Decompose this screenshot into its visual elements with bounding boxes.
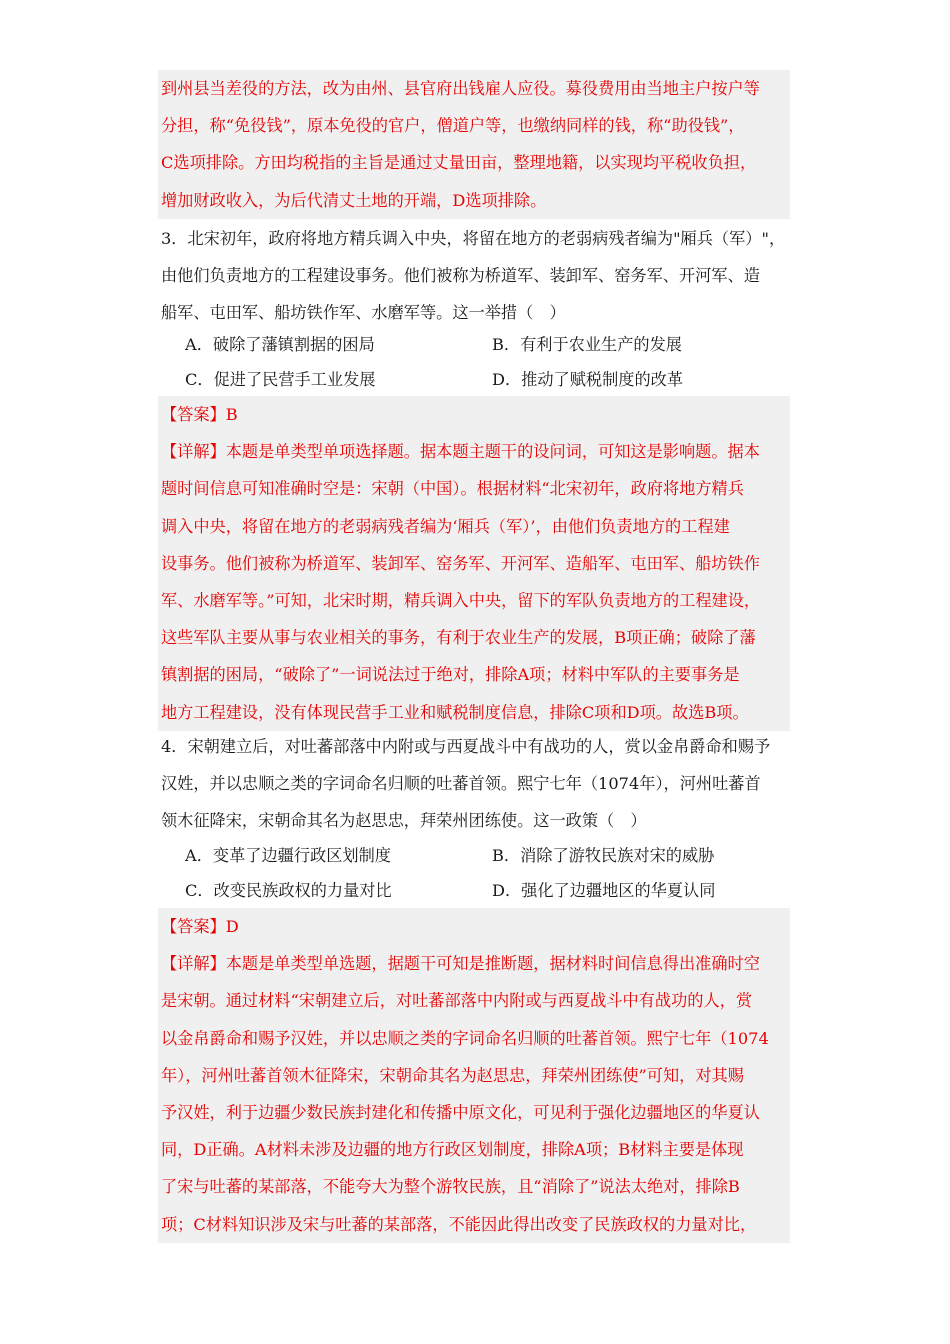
stem-line: 由他们负责地方的工程建设事务。他们被称为桥道军、装卸军、窑务军、开河军、造 bbox=[161, 266, 760, 286]
stem-line: 3．北宋初年，政府将地方精兵调入中央，将留在地方的老弱病残者编为"厢兵（军）"， bbox=[161, 229, 786, 248]
q3-option-b: B．有利于农业生产的发展 bbox=[492, 335, 682, 354]
explanation-line: 地方工程建设，没有体现民营手工业和赋税制度信息，排除C项和D项。故选B项。 bbox=[161, 702, 749, 722]
q4-option-d: D．强化了边疆地区的华夏认同 bbox=[492, 881, 716, 900]
stem-line: 领木征降宋，宋朝命其名为赵思忠，拜荣州团练使。这一政策（ ） bbox=[161, 811, 647, 831]
explanation-line: 【详解】本题是单类型单项选择题。据本题主题干的设问词，可知这是影响题。据本 bbox=[161, 442, 760, 462]
explanation-line: 这些军队主要从事与农业相关的事务，有利于农业生产的发展，B项正确；破除了藩 bbox=[161, 628, 756, 648]
explanation-line: 以金帛爵命和赐予汉姓，并以忠顺之类的字词命名归顺的吐蕃首领。熙宁七年（1074 bbox=[161, 1028, 769, 1048]
q4-option-a: A．变革了边疆行政区划制度 bbox=[185, 846, 391, 865]
question-4-stem bbox=[158, 728, 798, 840]
explanation-line: 【详解】本题是单类型单选题，据题干可知是推断题，据材料时间信息得出准确时空 bbox=[161, 954, 760, 974]
explanation-line: 了宋与吐蕃的某部落，不能夸大为整个游牧民族，且“消除了”说法太绝对，排除B bbox=[161, 1177, 740, 1197]
explanation-line: 增加财政收入，为后代清丈土地的开端，D选项排除。 bbox=[161, 190, 547, 210]
q4-option-b: B．消除了游牧民族对宋的威胁 bbox=[492, 846, 715, 865]
explanation-line: 予汉姓，利于边疆少数民族封建化和传播中原文化，可见利于强化边疆地区的华夏认 bbox=[161, 1102, 760, 1122]
explanation-line: 题时间信息可知准确时空是：宋朝（中国）。根据材料“北宋初年，政府将地方精兵 bbox=[161, 479, 744, 499]
stem-line: 4．宋朝建立后，对吐蕃部落中内附或与西夏战斗中有战功的人，赏以金帛爵命和赐予 bbox=[161, 737, 771, 756]
explanation-line: 设事务。他们被称为桥道军、装卸军、窑务军、开河军、造船军、屯田军、船坊铁作 bbox=[161, 553, 760, 573]
explanation-line: 年），河州吐蕃首领木征降宋，宋朝命其名为赵思忠，拜荣州团练使”可知，对其赐 bbox=[161, 1065, 744, 1085]
explanation-line: 是宋朝。通过材料“宋朝建立后，对吐蕃部落中内附或与西夏战斗中有战功的人，赏 bbox=[161, 991, 753, 1011]
explanation-line: 分担，称“免役钱”，原本免役的官户，僧道户等，也缴纳同样的钱，称“助役钱”， bbox=[161, 116, 745, 136]
answer-label: 【答案】B bbox=[161, 405, 238, 424]
q4-option-c: C．改变民族政权的力量对比 bbox=[185, 881, 392, 900]
explanation-line: 调入中央，将留在地方的老弱病残者编为‘厢兵（军）’，由他们负责地方的工程建 bbox=[161, 516, 730, 536]
q3-option-c: C．促进了民营手工业发展 bbox=[185, 370, 376, 389]
explanation-line: 军、水磨军等。”可知，北宋时期，精兵调入中央，留下的军队负责地方的工程建设， bbox=[161, 590, 761, 610]
q4-answer-block bbox=[158, 908, 790, 1243]
stem-line: 汉姓，并以忠顺之类的字词命名归顺的吐蕃首领。熙宁七年（1074年），河州吐蕃首 bbox=[161, 774, 761, 794]
question-3-stem bbox=[158, 220, 798, 332]
explanation-line: 同，D正确。A材料未涉及边疆的地方行政区划制度，排除A项；B材料主要是体现 bbox=[161, 1140, 744, 1160]
stem-line: 船军、屯田军、船坊铁作军、水磨军等。这一举措（ ） bbox=[161, 303, 566, 323]
explanation-line: C选项排除。方田均税指的主旨是通过丈量田亩，整理地籍，以实现均平税收负担， bbox=[161, 153, 757, 173]
q3-option-d: D．推动了赋税制度的改革 bbox=[492, 370, 684, 389]
q3-answer-block bbox=[158, 396, 790, 731]
prev-explanation-block bbox=[158, 70, 790, 219]
answer-label: 【答案】D bbox=[161, 917, 239, 936]
explanation-line: 项；C材料知识涉及宋与吐蕃的某部落，不能因此得出改变了民族政权的力量对比， bbox=[161, 1214, 757, 1234]
explanation-line: 镇割据的困局，“破除了”一词说法过于绝对，排除A项；材料中军队的主要事务是 bbox=[161, 665, 740, 685]
explanation-line: 到州县当差役的方法，改为由州、县官府出钱雇人应役。募役费用由当地主户按户等 bbox=[161, 79, 760, 98]
q3-option-a: A．破除了藩镇割据的困局 bbox=[185, 335, 375, 354]
